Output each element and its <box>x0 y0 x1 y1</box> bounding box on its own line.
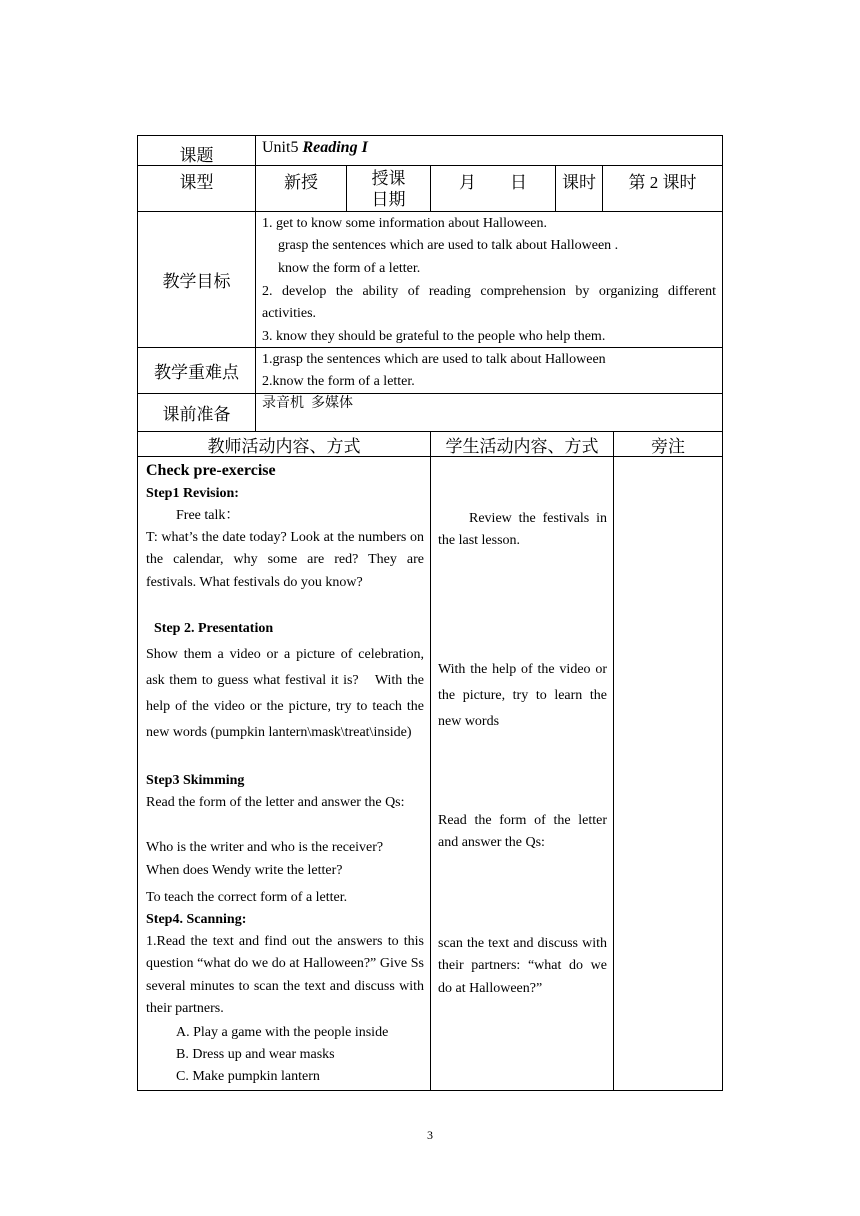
topic-value-emphasis: Reading I <box>302 139 368 156</box>
option-item: C. Make pumpkin lantern <box>176 1069 320 1084</box>
step4-text: 1.Read the text and find out the answers to this question “what do we do at Halloween?” Give Ss several minutes to scan the text and discuss with their partners. <box>146 934 424 1017</box>
rule <box>137 1090 722 1091</box>
prep-label: 课前准备 <box>162 405 231 424</box>
step3-title: Step3 Skimming <box>146 773 245 788</box>
type-value: 新授 <box>284 173 318 192</box>
student-column-header: 学生活动内容、方式 <box>445 436 599 456</box>
notes-column-header: 旁注 <box>651 436 685 456</box>
keypoint-line: 1.grasp the sentences which are used to talk about Halloween <box>262 352 606 367</box>
step1-title: Step1 Revision: <box>146 486 239 501</box>
topic-value <box>262 137 368 159</box>
step3-question: When does Wendy write the letter? <box>146 863 343 878</box>
option-item: A. Play a game with the people inside <box>176 1025 389 1040</box>
goal-line: know the form of a letter. <box>278 261 421 276</box>
date-label-line1: 授课 <box>371 169 406 188</box>
period-label: 课时 <box>562 173 596 192</box>
topic-value-prefix: Unit5 <box>262 139 303 156</box>
date-label <box>347 168 430 210</box>
goal-line: 1. get to know some information about Halloween. <box>262 216 547 231</box>
goal-line: grasp the sentences which are used to talk about Halloween . <box>278 238 619 253</box>
rule <box>722 135 723 1091</box>
step3-note: To teach the correct form of a letter. <box>146 890 348 905</box>
goal-line: 2. develop the ability of reading comprehension by organizing different <box>262 284 716 299</box>
student-activity: Read the form of the letter and answer the Qs: <box>438 813 607 851</box>
step2-title: Step 2. Presentation <box>154 621 274 636</box>
page-number: 3 <box>427 1128 433 1142</box>
period-value: 第 2 课时 <box>628 173 697 192</box>
date-value: 月 日 <box>459 173 527 192</box>
step2-text: Show them a video or a picture of celebration, ask them to guess what festival it is? With the help of the video or the picture, try to teach the new words (pumpkin lantern\mask\treat\inside) <box>146 647 424 740</box>
section-heading: Check pre-exercise <box>146 462 276 479</box>
option-item: B. Dress up and wear masks <box>176 1047 335 1062</box>
topic-label: 课题 <box>179 145 214 165</box>
teacher-column-header: 教师活动内容、方式 <box>207 436 361 456</box>
step3-text: Read the form of the letter and answer the Qs: <box>146 795 405 810</box>
goal-line: 3. know they should be grateful to the people who help them. <box>262 329 606 344</box>
step3-question: Who is the writer and who is the receiver? <box>146 840 384 855</box>
keypoints-label: 教学重难点 <box>154 363 239 382</box>
date-label-line2: 日期 <box>371 190 406 209</box>
student-activity: With the help of the video or the picture, try to learn the new words <box>438 662 607 729</box>
rule <box>613 431 614 1090</box>
prep-value: 录音机 多媒体 <box>262 396 353 411</box>
step1-text: T: what’s the date today? Look at the numbers on the calendar, why some are red? They are festivals. What festivals do you know? <box>146 530 424 590</box>
student-activity: scan the text and discuss with their partners: “what do we do at Halloween?” <box>438 936 607 996</box>
student-activity: Review the festivals in the last lesson. <box>438 511 607 549</box>
goals-label: 教学目标 <box>162 272 231 291</box>
goal-line: activities. <box>262 306 317 321</box>
rule <box>430 431 431 1090</box>
type-label: 课型 <box>179 173 214 192</box>
free-talk-label: Free talk： <box>176 508 240 523</box>
step4-title: Step4. Scanning: <box>146 912 247 927</box>
keypoint-line: 2.know the form of a letter. <box>262 374 415 389</box>
rule <box>137 135 722 136</box>
